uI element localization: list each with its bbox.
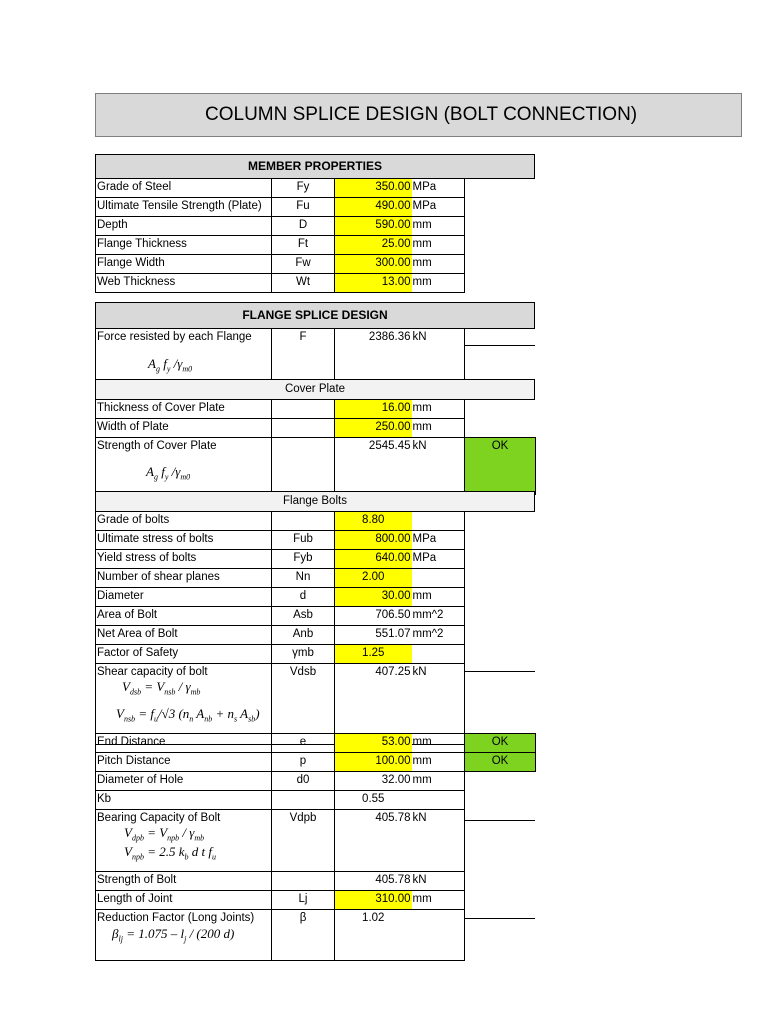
member-row-unit: MPa xyxy=(412,179,465,198)
cover-row-unit: mm xyxy=(412,419,465,438)
cell-border xyxy=(464,671,535,672)
formula-vnpb: $V_{npb} = 2.5$ $k_b$ d t $f_u$ xyxy=(124,844,216,862)
member-row-unit: mm xyxy=(412,274,465,293)
table-row xyxy=(96,198,465,217)
member-row-symbol: Ft xyxy=(272,236,335,255)
bolt-row-value[interactable]: 800.00 xyxy=(335,531,412,550)
bearing-label: Bearing Capacity of Bolt xyxy=(96,810,272,872)
member-row-symbol: Wt xyxy=(272,274,335,293)
table-row xyxy=(96,772,536,791)
spacing-row-unit xyxy=(412,791,465,810)
table-row xyxy=(96,588,465,607)
member-row-value[interactable]: 300.00 xyxy=(335,255,412,274)
member-row-symbol: Fy xyxy=(272,179,335,198)
shear-label: Shear capacity of bolt xyxy=(96,664,272,745)
bolt-row-symbol: Nn xyxy=(272,569,335,588)
member-row-symbol: Fw xyxy=(272,255,335,274)
cover-plate-header: Cover Plate xyxy=(95,379,535,400)
bolt-row-symbol: Anb xyxy=(272,626,335,645)
formula-vnsb: $V_{nsb} = f_u/√3$ ($n_n$ $A_{nb} + n_s$ $A_{sb}$) xyxy=(116,706,260,724)
spacing-row-status: OK xyxy=(465,753,536,772)
table-row xyxy=(96,531,465,550)
joint-value[interactable]: 310.00 xyxy=(335,891,412,910)
member-row-unit: MPa xyxy=(412,198,465,217)
bolt-row-value: 551.07 xyxy=(335,626,412,645)
formula-vdpb: $V_{dpb} = V_{npb} / \gamma_{mb}$ xyxy=(124,825,205,843)
bolt-row-label: Factor of Safety xyxy=(96,645,272,664)
shear-value: 407.25 xyxy=(335,664,412,745)
strength-bolt-value: 405.78 xyxy=(335,872,412,891)
bolt-row-label: Diameter xyxy=(96,588,272,607)
member-row-label: Ultimate Tensile Strength (Plate) xyxy=(96,198,272,217)
sheet-title xyxy=(95,93,742,137)
spacing-row-unit: mm xyxy=(412,734,465,753)
table-row xyxy=(96,753,536,772)
cover-row-unit: mm xyxy=(412,400,465,419)
spacing-row-unit: mm xyxy=(412,753,465,772)
spacing-row-value: 32.00 xyxy=(335,772,412,791)
bearing-symbol: Vdpb xyxy=(272,810,335,872)
formula-agfy-2: $A_g$ $f_y$ $/\gamma_{m0}$ xyxy=(146,464,191,482)
bolt-row-symbol: Fub xyxy=(272,531,335,550)
cell-border xyxy=(464,918,535,919)
member-row-label: Grade of Steel xyxy=(96,179,272,198)
bolt-row-value: 706.50 xyxy=(335,607,412,626)
strength-cover-label: Strength of Cover Plate xyxy=(96,438,272,495)
member-row-label: Depth xyxy=(96,217,272,236)
table-row xyxy=(96,734,536,753)
member-row-label: Web Thickness xyxy=(96,274,272,293)
joint-symbol: Lj xyxy=(272,891,335,910)
spacing-row-label: Pitch Distance xyxy=(96,753,272,772)
strength-bolt-symbol xyxy=(272,872,335,891)
cover-row-symbol xyxy=(272,419,335,438)
bolt-row-unit: mm^2 xyxy=(412,607,465,626)
spacing-row-value[interactable]: 53.00 xyxy=(335,734,412,753)
member-row-symbol: D xyxy=(272,217,335,236)
bolt-row-unit xyxy=(412,569,465,588)
member-row-label: Flange Width xyxy=(96,255,272,274)
bolt-row-symbol: γmb xyxy=(272,645,335,664)
table-row xyxy=(96,569,465,588)
table-row xyxy=(96,179,465,198)
bolt-row-symbol xyxy=(272,512,335,531)
table-row xyxy=(96,791,536,810)
formula-agfy-1: $A_g$ $f_y$ $/\gamma_{m0}$ xyxy=(148,356,193,374)
formula-beta: $\beta_{lj} = 1.075 - l_j / (200$ d) xyxy=(112,926,235,944)
table-row xyxy=(96,400,536,419)
bolt-row-label: Yield stress of bolts xyxy=(96,550,272,569)
joint-label: Length of Joint xyxy=(96,891,272,910)
spacing-row-label: Kb xyxy=(96,791,272,810)
spacing-row-status: OK xyxy=(465,734,536,753)
bolt-row-unit: MPa xyxy=(412,550,465,569)
table-row xyxy=(96,550,465,569)
sheet-title-text: COLUMN SPLICE DESIGN (BOLT CONNECTION) xyxy=(205,104,638,125)
bolt-row-symbol: Fyb xyxy=(272,550,335,569)
joint-unit: mm xyxy=(412,891,465,910)
strength-cover-unit: kN xyxy=(412,438,465,495)
strength-cover-symbol xyxy=(272,438,335,495)
spacing-row-label: Diameter of Hole xyxy=(96,772,272,791)
shear-symbol: Vdsb xyxy=(272,664,335,745)
member-properties-header: MEMBER PROPERTIES xyxy=(95,154,535,179)
bolt-row-label: Ultimate stress of bolts xyxy=(96,531,272,550)
reduction-unit xyxy=(412,910,465,961)
member-row-value[interactable]: 350.00 xyxy=(335,179,412,198)
table-row xyxy=(96,512,465,531)
flange-bolts-header: Flange Bolts xyxy=(95,491,535,512)
spacing-row-symbol: d0 xyxy=(272,772,335,791)
table-row xyxy=(96,891,536,910)
cover-row-label: Thickness of Cover Plate xyxy=(96,400,272,419)
cover-row-label: Width of Plate xyxy=(96,419,272,438)
reduction-label: Reduction Factor (Long Joints) xyxy=(96,910,272,961)
table-row xyxy=(96,607,465,626)
bolt-row-value[interactable]: 8.80 xyxy=(335,512,412,531)
bolt-row-label: Number of shear planes xyxy=(96,569,272,588)
cover-row-value[interactable]: 250.00 xyxy=(335,419,412,438)
strength-cover-status: OK xyxy=(465,438,536,495)
member-row-unit: mm xyxy=(412,217,465,236)
strength-bolt-label: Strength of Bolt xyxy=(96,872,272,891)
strength-cover-value: 2545.45 xyxy=(335,438,412,495)
strength-bolt-unit: kN xyxy=(412,872,465,891)
force-label: Force resisted by each Flange xyxy=(96,329,272,380)
force-value: 2386.36 xyxy=(335,329,412,380)
force-unit: kN xyxy=(412,329,465,380)
bolt-row-value[interactable]: 2.00 xyxy=(335,569,412,588)
bolt-row-symbol: Asb xyxy=(272,607,335,626)
member-properties-table xyxy=(95,178,465,293)
member-row-label: Flange Thickness xyxy=(96,236,272,255)
member-row-value[interactable]: 25.00 xyxy=(335,236,412,255)
spacing-row-symbol xyxy=(272,791,335,810)
member-row-value[interactable]: 13.00 xyxy=(335,274,412,293)
table-row xyxy=(96,626,465,645)
bolt-row-value[interactable]: 640.00 xyxy=(335,550,412,569)
bolt-row-label: Area of Bolt xyxy=(96,607,272,626)
bolt-row-label: Grade of bolts xyxy=(96,512,272,531)
member-row-unit: mm xyxy=(412,236,465,255)
spacing-row-symbol: p xyxy=(272,753,335,772)
spacing-row-value[interactable]: 100.00 xyxy=(335,753,412,772)
bolt-row-unit: mm^2 xyxy=(412,626,465,645)
bearing-value: 405.78 xyxy=(335,810,412,872)
table-row xyxy=(96,419,536,438)
flange-splice-header: FLANGE SPLICE DESIGN xyxy=(95,302,535,329)
cover-row-value[interactable]: 16.00 xyxy=(335,400,412,419)
member-row-unit: mm xyxy=(412,255,465,274)
spacing-row-label: End Distance xyxy=(96,734,272,753)
member-row-value[interactable]: 590.00 xyxy=(335,217,412,236)
bolt-row-unit xyxy=(412,645,465,664)
force-symbol: F xyxy=(272,329,335,380)
table-row xyxy=(96,236,465,255)
bolt-row-symbol: d xyxy=(272,588,335,607)
reduction-value: 1.02 xyxy=(335,910,412,961)
spacing-row-value: 0.55 xyxy=(335,791,412,810)
bolt-row-label: Net Area of Bolt xyxy=(96,626,272,645)
table-row xyxy=(96,645,465,664)
bolt-row-value[interactable]: 1.25 xyxy=(335,645,412,664)
formula-vdsb: $V_{dsb} = V_{nsb} / \gamma_{mb}$ xyxy=(122,679,201,697)
member-row-value[interactable]: 490.00 xyxy=(335,198,412,217)
table-row xyxy=(96,274,465,293)
bolt-row-value[interactable]: 30.00 xyxy=(335,588,412,607)
table-row xyxy=(96,872,536,891)
cover-row-symbol xyxy=(272,400,335,419)
table-row xyxy=(96,255,465,274)
bolt-row-unit xyxy=(412,512,465,531)
cell-border xyxy=(464,345,535,346)
spacing-row-symbol: e xyxy=(272,734,335,753)
bolt-row-unit: MPa xyxy=(412,531,465,550)
shear-unit: kN xyxy=(412,664,465,745)
member-row-symbol: Fu xyxy=(272,198,335,217)
spacing-row-unit: mm xyxy=(412,772,465,791)
table-row xyxy=(96,217,465,236)
reduction-symbol: β xyxy=(272,910,335,961)
bearing-unit: kN xyxy=(412,810,465,872)
cell-border xyxy=(464,820,535,821)
bolt-row-unit: mm xyxy=(412,588,465,607)
